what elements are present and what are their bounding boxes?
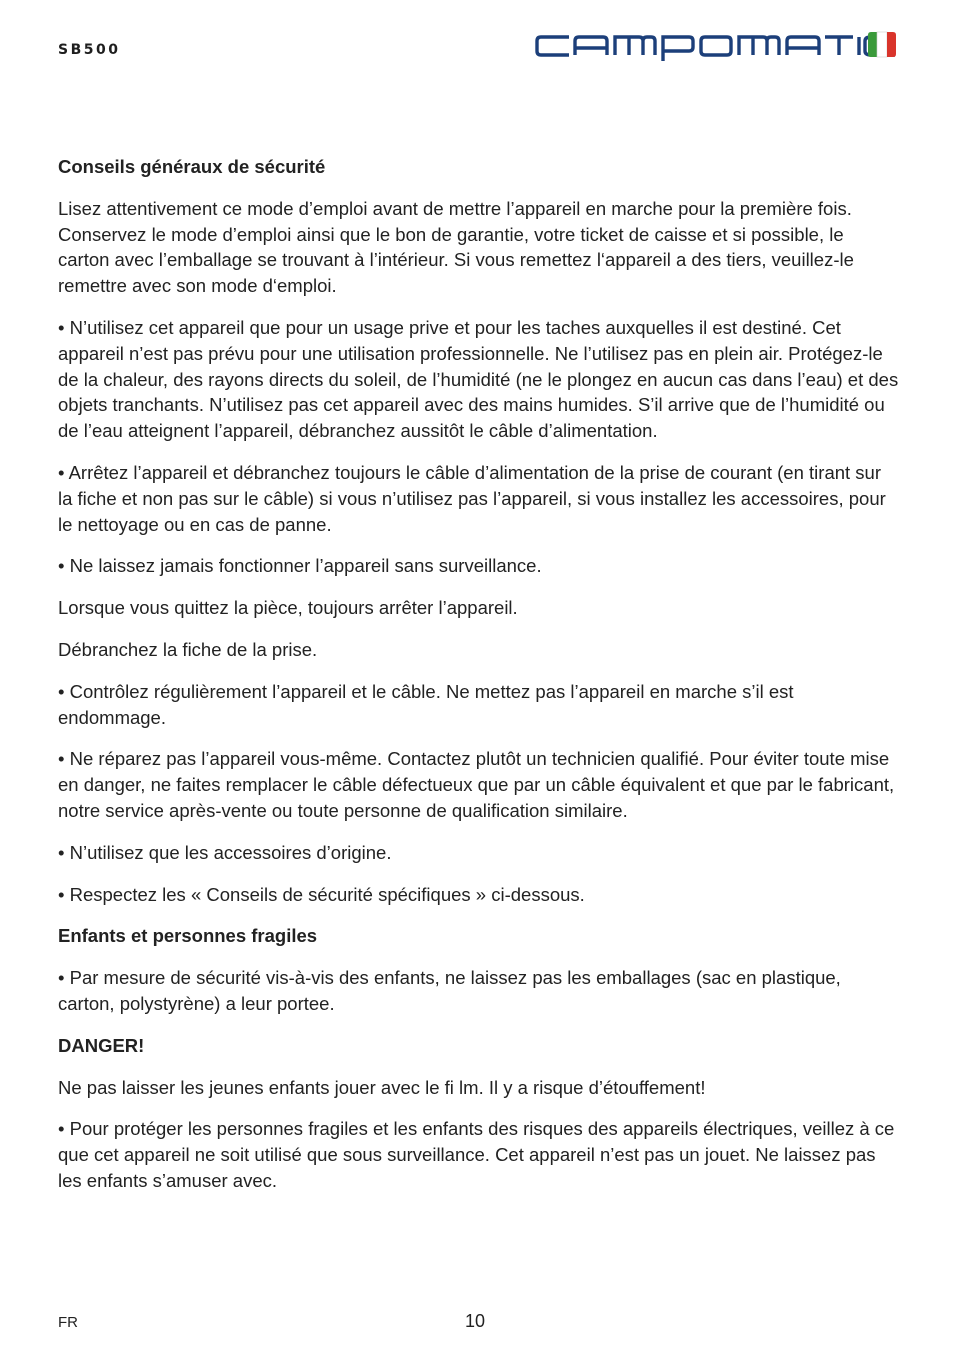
paragraph-unplug: • Arrêtez l’appareil et débranchez toujours le câble d’alimentation de la prise de courant (en tirant sur la fiche et non pas sur le câble) si vous n’utilisez pas l’appareil, si vous installez les accessoires, pour le nettoyage ou en cas de panne. (58, 461, 886, 535)
page-number: 10 (465, 1311, 486, 1331)
footer-language: FR (58, 1314, 78, 1331)
model-number: SB500 (58, 42, 121, 58)
paragraph-repairs: • Ne réparez pas l’appareil vous-même. Contactez plutôt un technicien qualifié. Pour éviter toute mise en danger, ne faites remplacer le câble défectueux que par un câble équivalent et que par le fabricant, notre service après-vente ou toute personne de qualification similaire. (58, 748, 895, 821)
paragraph-specific-advice: • Respectez les « Conseils de sécurité spécifiques » ci-dessous. (58, 883, 585, 905)
campomatic-logo (535, 30, 900, 62)
document-body (58, 154, 900, 1210)
italian-flag-icon (866, 31, 898, 58)
section-heading-general-safety: Conseils généraux de sécurité (58, 156, 326, 177)
paragraph-check-cable: • Contrôlez régulièrement l’appareil et le câble. Ne mettez pas l’appareil en marche s’il est endommage. (58, 680, 794, 728)
paragraph-original-accessories: • N’utilisez que les accessoires d’origine. (58, 841, 392, 863)
paragraph-read-manual: Lisez attentivement ce mode d’emploi avant de mettre l’appareil en marche pour la première fois. Conservez le mode d’emploi ainsi que le bon de garantie, votre ticket de caisse et si possible, le carton avec l’emballage se trouvant à l’intérieur. Si vous remettez l‘appareil a des tiers, veuillez-le remettre avec son mode d‘emploi. (58, 197, 854, 297)
paragraph-usage: • N’utilisez cet appareil que pour un usage prive et pour les taches auxquelles il est destiné. Cet appareil n’est pas prévu pour une utilisation professionnelle. Ne l’utilisez pas en plein air. Protégez-le de la chaleur, des rayons directs du soleil, de l’humidité (ne le plongez en aucun cas dans l’eau) et des objets tranchants. N’utilisez pas cet appareil avec des mains humides. S’il arrive que de l’humidité ou de l’eau atteignent l’appareil, débranchez aussitôt le câble d’alimentation. (58, 316, 899, 442)
paragraph-suffocation: Ne pas laisser les jeunes enfants jouer avec le fi lm. Il y a risque d’étouffement! (58, 1076, 706, 1098)
paragraph-unplug-plug: Débranchez la fiche de la prise. (58, 638, 318, 660)
paragraph-never-unattended: • Ne laissez jamais fonctionner l’appareil sans surveillance. (58, 555, 542, 577)
paragraph-supervision: • Pour protéger les personnes fragiles et les enfants des risques des appareils électriques, veillez à ce que cet appareil ne soit utilisé que sous surveillance. Cet appareil n’est pas un jouet. Ne laissez pas les enfants s’amuser avec. (58, 1118, 895, 1191)
danger-heading: DANGER! (58, 1034, 145, 1056)
paragraph-leave-room: Lorsque vous quittez la pièce, toujours arrêter l’appareil. (58, 597, 518, 619)
paragraph-packaging: • Par mesure de sécurité vis-à-vis des enfants, ne laissez pas les emballages (sac en plastique, carton, polystyrène) a leur portee. (58, 967, 841, 1014)
section-heading-children: Enfants et personnes fragiles (58, 925, 318, 947)
